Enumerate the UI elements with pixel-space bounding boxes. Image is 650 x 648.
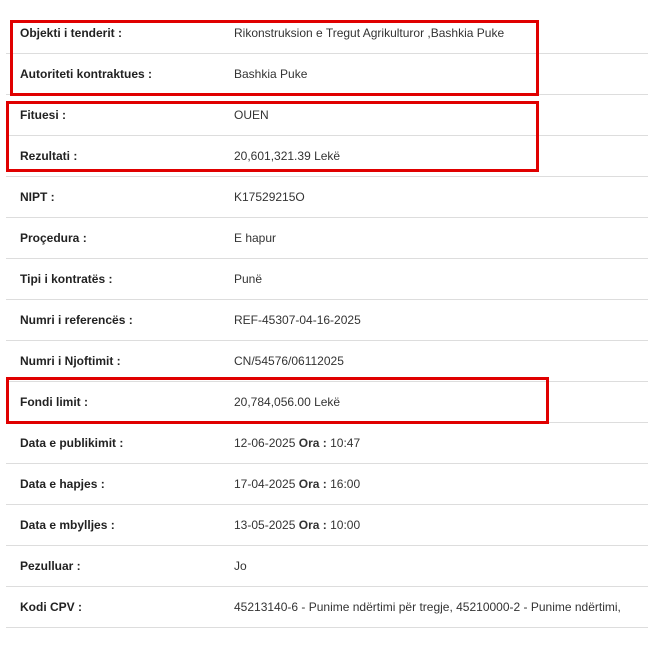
row-opening-date: [6, 464, 648, 505]
tender-details-table: [6, 13, 648, 628]
notice-number-value: CN/54576/06112025: [234, 354, 344, 368]
limit-fund-value: 20,784,056.00 Lekë: [234, 395, 341, 409]
row-nipt: [6, 177, 648, 218]
limit-fund-label: Fondi limit :: [20, 395, 88, 409]
opening-date-value: [234, 477, 648, 491]
procedure-label: Proçedura :: [20, 231, 87, 245]
row-result: [6, 136, 648, 177]
row-winner: [6, 95, 648, 136]
row-procedure: [6, 218, 648, 259]
row-publication-date: [6, 423, 648, 464]
cpv-code-value: 45213140-6 - Punime ndërtimi për tregje, 45210000-2 - Punime ndërtimi,: [234, 600, 621, 614]
publication-date-label: Data e publikimit :: [20, 436, 124, 450]
closing-date-value: [234, 518, 648, 532]
nipt-value: K17529215O: [234, 190, 305, 204]
opening-date: 17-04-2025: [234, 477, 296, 491]
contract-type-value: Punë: [234, 272, 263, 286]
row-contract-type: [6, 259, 648, 300]
tender-object-label: Objekti i tenderit :: [20, 26, 123, 40]
result-label: Rezultati :: [20, 149, 78, 163]
row-contracting-authority: [6, 54, 648, 95]
row-limit-fund: [6, 382, 648, 423]
cpv-code-label: Kodi CPV :: [20, 600, 82, 614]
contract-type-label: Tipi i kontratës :: [20, 272, 113, 286]
opening-time-label: Ora :: [298, 477, 327, 491]
closing-time: 10:00: [330, 518, 361, 532]
winner-label: Fituesi :: [20, 108, 67, 122]
contracting-authority-label: Autoriteti kontraktues :: [20, 67, 153, 81]
suspended-value: Jo: [234, 559, 247, 573]
row-closing-date: [6, 505, 648, 546]
publication-time: 10:47: [330, 436, 361, 450]
publication-date-value: [234, 436, 648, 450]
opening-date-label: Data e hapjes :: [20, 477, 105, 491]
contracting-authority-value: Bashkia Puke: [234, 67, 308, 81]
closing-date: 13-05-2025: [234, 518, 296, 532]
winner-value: OUEN: [234, 108, 269, 122]
opening-time: 16:00: [330, 477, 361, 491]
closing-time-label: Ora :: [298, 518, 327, 532]
closing-date-label: Data e mbylljes :: [20, 518, 115, 532]
reference-number-value: REF-45307-04-16-2025: [234, 313, 361, 327]
row-reference-number: [6, 300, 648, 341]
row-suspended: [6, 546, 648, 587]
row-tender-object: [6, 13, 648, 54]
procedure-value: E hapur: [234, 231, 277, 245]
publication-time-label: Ora :: [298, 436, 327, 450]
publication-date: 12-06-2025: [234, 436, 296, 450]
notice-number-label: Numri i Njoftimit :: [20, 354, 121, 368]
result-value: 20,601,321.39 Lekë: [234, 149, 341, 163]
suspended-label: Pezulluar :: [20, 559, 81, 573]
tender-object-value: Rikonstruksion e Tregut Agrikulturor ,Bashkia Puke: [234, 26, 505, 40]
row-cpv-code: [6, 587, 648, 628]
nipt-label: NIPT :: [20, 190, 55, 204]
reference-number-label: Numri i referencës :: [20, 313, 133, 327]
row-notice-number: [6, 341, 648, 382]
